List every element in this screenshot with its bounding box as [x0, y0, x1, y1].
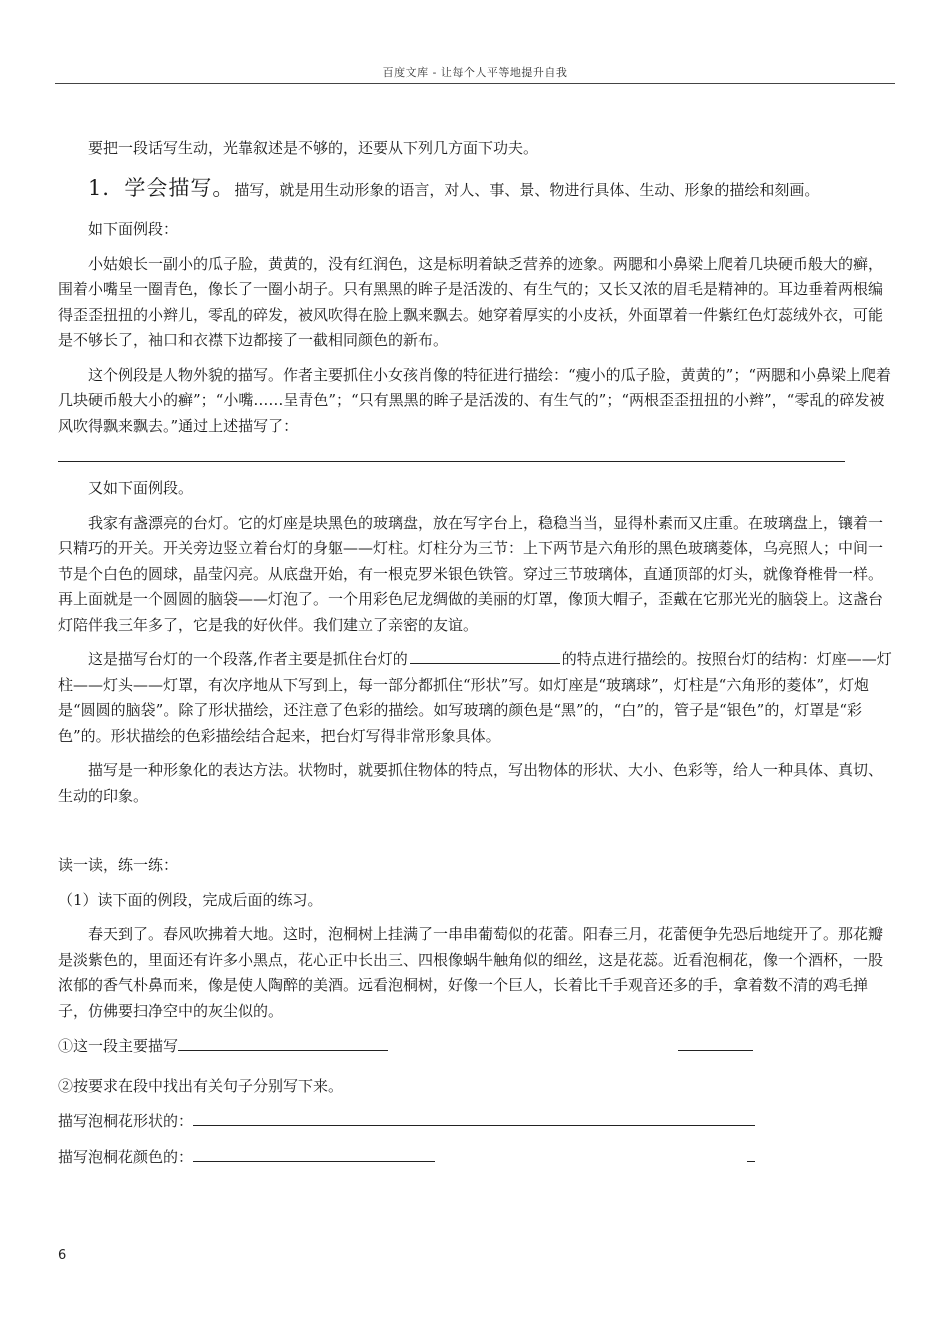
question-1-blank-a[interactable]	[178, 1034, 388, 1051]
document-body	[58, 136, 894, 1170]
question-1	[58, 1034, 894, 1060]
example-paragraph-girl: 小姑娘长一副小的瓜子脸，黄黄的，没有红润色，这是标明着缺乏营养的迹象。两腮和小鼻梁上爬着几块硬币般大的癣，围着小嘴呈一圈青色，像长了一圈小胡子。只有黑黑的眸子是活泼的、有生气的；又长又浓的眉毛是精神的。耳边垂着两根编得歪歪扭扭的小辫儿，零乱的碎发，被风吹得在脸上飘来飘去。她穿着厚实的小皮袄，外面罩着一件紫红色灯蕊绒外衣，可能是不够长了，袖口和衣襟下边都接了一截相同颜色的新布。	[58, 254, 884, 349]
example-analysis-lamp	[58, 647, 894, 749]
answer-blank-line	[58, 461, 845, 462]
analysis-lamp-part-b: 的特点进行描绘的。按照台灯的结构：灯座——灯柱——灯头——灯罩，有次序地从下写到上，每一部分都抓住“形状”写。如灯座是“玻璃球”，灯柱是“六角形的菱体”，灯炮是“圆圆的脑袋”。除了形状描绘，还注意了色彩的描绘。如写玻璃的颜色是“黑”的，“白”的，管子是“银色”的，灯罩是“彩色”的。形状描绘的色彩描绘结合起来，把台灯写得非常形象具体。	[58, 650, 892, 745]
question-1-blank-b[interactable]	[678, 1034, 753, 1051]
practice-title: 读一读，练一练：	[58, 856, 179, 874]
page-number: 6	[58, 1248, 67, 1263]
summary-paragraph: 描写是一种形象化的表达方法。状物时，就要抓住物体的特点，写出物体的形状、大小、色彩等，给人一种具体、真切、生动的印象。	[58, 761, 884, 805]
question-color-blank-b[interactable]	[747, 1145, 755, 1162]
practice-task: （1）读下面的例段，完成后面的练习。	[58, 890, 323, 909]
section-heading-description: 描写，就是用生动形象的语言，对人、事、景、物进行具体、生动、形象的描绘和刻画。	[234, 180, 820, 199]
example-label: 如下面例段：	[88, 220, 179, 238]
header-divider	[55, 83, 895, 84]
example-paragraph-lamp: 我家有盏漂亮的台灯。它的灯座是块黑色的玻璃盘，放在写字台上，稳稳当当，显得朴素而又庄重。在玻璃盘上，镶着一只精巧的开关。开关旁边竖立着台灯的身躯——灯柱。灯柱分为三节：上下两节是六角形的黑色玻璃菱体，乌亮照人；中间一节是个白色的圆球，晶莹闪亮。从底盘开始，有一根克罗米银色铁管。穿过三节玻璃体，直通顶部的灯头，就像脊椎骨一样。再上面就是一个圆圆的脑袋——灯泡了。一个用彩色尼龙绸做的美丽的灯罩，像顶大帽子，歪戴在它那光光的脑袋上。这盏台灯陪伴我三年多了，它是我的好伙伴。我们建立了亲密的友谊。	[58, 513, 884, 634]
question-shape-label: 描写泡桐花形状的：	[58, 1112, 194, 1130]
section-heading-line	[58, 176, 894, 204]
section-heading: 1．学会描写。	[88, 175, 235, 200]
question-2: ②按要求在段中找出有关句子分别写下来。	[58, 1076, 344, 1095]
page-header: 百度文库 - 让每个人平等地提升自我	[382, 66, 568, 79]
example-label-lamp: 又如下面例段。	[88, 479, 194, 497]
question-shape-blank[interactable]	[193, 1109, 755, 1126]
practice-paragraph: 春天到了。春风吹拂着大地。这时，泡桐树上挂满了一串串葡萄似的花蕾。阳春三月，花蕾便争先恐后地绽开了。那花瓣是淡紫色的，里面还有许多小黑点，花心正中长出三、四根像蜗牛触角似的细丝，这是花蕊。近看泡桐花，像一个酒杯，一股浓郁的香气朴鼻而来，像是使人陶醉的美酒。远看泡桐树，好像一个巨人，长着比千手观音还多的手，拿着数不清的鸡毛掸子，仿佛要扫净空中的灰尘似的。	[58, 925, 884, 1020]
question-color-blank-a[interactable]	[193, 1145, 435, 1162]
example-analysis-girl: 这个例段是人物外貌的描写。作者主要抓住小女孩肖像的特征进行描绘：“瘦小的瓜子脸，黄黄的”；“两腮和小鼻梁上爬着几块硬币般大小的癣”；“小嘴……呈青色”；“只有黑黑的眸子是活泼的、有生气的”；“两根歪歪扭扭的小辫”，“零乱的碎发被风吹得飘来飘去。”通过上述描写了：	[58, 365, 892, 435]
question-shape	[58, 1109, 894, 1135]
question-color-label: 描写泡桐花颜色的：	[58, 1147, 194, 1166]
analysis-lamp-part-a: 这是描写台灯的一个段落,作者主要是抓住台灯的	[88, 650, 408, 668]
question-color	[58, 1145, 894, 1171]
question-1-label: ①这一段主要描写	[58, 1037, 179, 1055]
lamp-feature-blank[interactable]	[410, 647, 560, 664]
intro-paragraph: 要把一段话写生动，光靠叙述是不够的，还要从下列几方面下功夫。	[88, 139, 539, 157]
